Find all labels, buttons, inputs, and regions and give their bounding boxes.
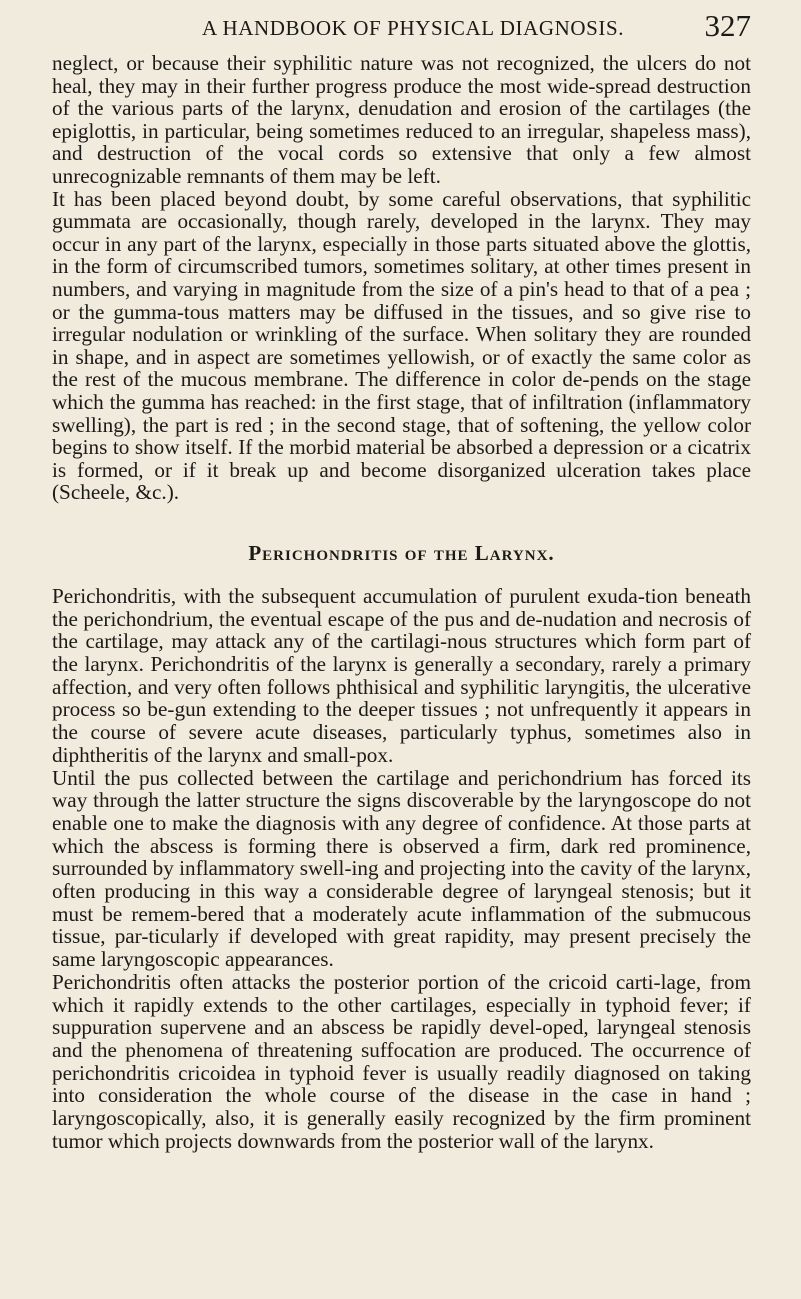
paragraph-gummata: It has been placed beyond doubt, by some careful observations, that syphilitic gummata are occasionally, though rarely, developed in the larynx. They may occur in any part of the larynx, especially in those parts situated above the glottis, in the form of circumscribed tumors, sometimes solitary, at other times present in numbers, and varying in magnitude from the size of a pin's head to that of a pea ; or the gumma-tous matters may be diffused in the tissues, and so give rise to irregular nodulation or wrinkling of the surface. When solitary they are rounded in shape, and in aspect are sometimes yellowish, or of exactly the same color as the rest of the mucous membrane. The difference in color de-pends on the stage which the gumma has reached: in the first stage, that of infiltration (inflammatory swelling), the part is red ; in the second stage, that of softening, the yellow color begins to show itself. If the morbid material be absorbed a depression or a cicatrix is formed, or if it break up and become disorganized ulceration takes place (Scheele, &c.). [52,186,751,505]
paragraph-laryngoscope-signs: Until the pus collected between the cartilage and perichondrium has forced its way through the latter structure the signs discoverable by the laryngoscope do not enable one to make the diagnosis with any degree of confidence. At those parts at which the abscess is forming there is observed a firm, dark red prominence, surrounded by inflammatory swell-ing and projecting into the cavity of the larynx, often producing in this way a considerable degree of laryngeal stenosis; but it must be remem-bered that a moderately acute inflammation of the submucous tissue, par-ticularly if developed with great rapidity, may present precisely the same laryngoscopic appearances. [52,765,752,972]
paragraph-cricoid: Perichondritis often attacks the posterior portion of the cricoid carti-lage, from which it rapidly extends to the other cartilages, especially in typhoid fever; if suppuration supervene and an abscess be rapidly devel-oped, laryngeal stenosis and the phenomena of threatening suffocation are produced. The occurrence of perichondritis cricoidea in typhoid fever is usually readily diagnosed on taking into consideration the whole course of the disease in the case in hand ; laryngoscopically, also, it is generally easily recognized by the firm prominent tumor which projects downwards from the posterior wall of the larynx. [52,969,751,1153]
section-body [52,585,751,1153]
paragraph-continued: neglect, or because their syphilitic nature was not recognized, the ulcers do not heal, they may in their further progress produce the most wide-spread destruction of the various parts of the larynx, denudation and erosion of the cartilages (the epiglottis, in particular, being sometimes reduced to an irregular, shapeless mass), and destruction of the vocal cords so extensive that only a few almost unrecognizable remnants of them may be left. [52,51,751,188]
section-heading: Perichondritis of the Larynx. [248,540,555,565]
running-head [52,0,751,52]
body-text [52,52,751,504]
page-number: 327 [704,8,751,43]
running-title: A HANDBOOK OF PHYSICAL DIAGNOSIS. [202,16,625,40]
paragraph-perichondritis-intro: Perichondritis, with the subsequent accumulation of purulent exuda-tion beneath the perichondrium, the eventual escape of the pus and de-nudation and necrosis of the cartilage, may attack any of the cartilagi-nous structures which form part of the larynx. Perichondritis of the larynx is generally a secondary, rarely a primary affection, and very often follows phthisical and syphilitic laryngitis, the ulcerative process so be-gun extending to the deeper tissues ; not unfrequently it appears in the course of severe acute diseases, particularly typhus, sometimes also in diphtheritis of the larynx and small-pox. [52,583,751,767]
